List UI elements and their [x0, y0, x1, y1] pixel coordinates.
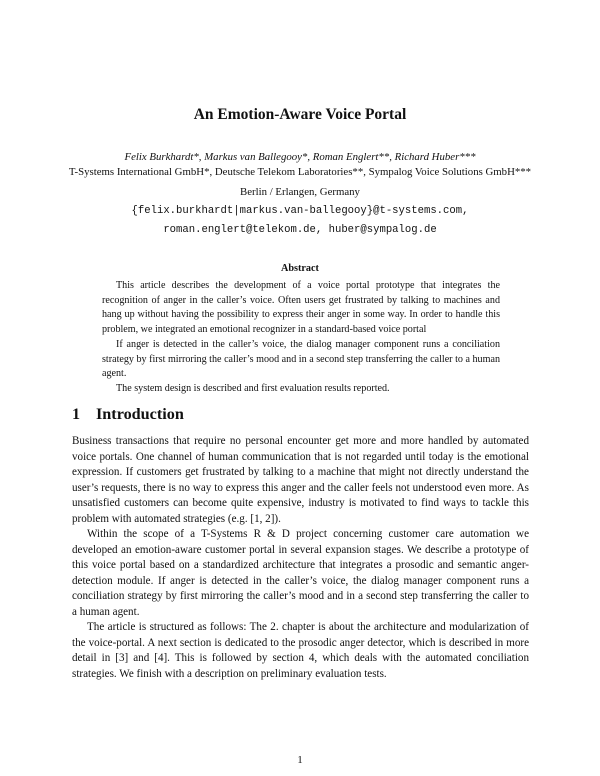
body-paragraph: Within the scope of a T-Systems R & D project concerning customer care automation we developed an emotion-aware customer portal in several expansion stages. We describe a prototype of this voice portal based on a standardized architecture that integrates a prosodic and semantic anger-detection module. If anger is detected in the caller’s voice, the dialog manager component runs a conciliation strategy by first mirroring the caller’s mood and in a second step transferring the caller to a human agent.: [72, 528, 529, 618]
abstract-paragraph: If anger is detected in the caller’s voice, the dialog manager component runs a conciliation strategy by first mirroring the caller’s mood and in a second step transferring the caller to a human agent.: [102, 338, 500, 380]
section-body: [72, 434, 529, 682]
abstract-paragraph: This article describes the development of a voice portal prototype that integrates the recognition of anger in the caller’s voice. Often users get frustrated by talking to machines and hang up without having the possibility to express their anger in some way. In order to handle this problem, we integrated an emotional recognizer in a standard-based voice portal: [102, 280, 500, 336]
section-heading: [72, 405, 184, 424]
section-title: Introduction: [96, 405, 184, 423]
affiliations: T-Systems International GmbH*, Deutsche Telekom Laboratories**, Sympalog Voice Solutions GmbH***: [68, 166, 532, 178]
author-list: Felix Burkhardt*, Markus van Ballegooy*, Roman Englert**, Richard Huber***: [124, 151, 476, 163]
body-paragraph: Business transactions that require no personal encounter get more and more handled by automated voice portals. One channel of human communication that is not regarded until today is the emotional expression. If customers get frustrated by talking to a machine that might not directly understand the user’s requests, there is no way to express this anger and the caller feels not understood even more. As unsatisfied customers can become quite expensive, industry is motivated to find ways to tackle this problem with automated strategies (e.g. [1, 2]).: [72, 435, 529, 525]
email-line-2: roman.englert@telekom.de, huber@sympalog.de: [163, 224, 437, 236]
body-paragraph: The article is structured as follows: The 2. chapter is about the architecture and modularization of the voice-portal. A next section is dedicated to the prosodic anger detector, which is described in more detail in [3] and [4]. This is followed by section 4, which deals with the automated conciliation strategies. We finish with a description on preliminary evaluation tests.: [72, 621, 529, 680]
abstract: [102, 279, 500, 397]
section-number: 1: [72, 405, 81, 423]
location: Berlin / Erlangen, Germany: [240, 186, 360, 198]
abstract-paragraph: The system design is described and first evaluation results reported.: [116, 382, 390, 394]
abstract-heading: Abstract: [281, 263, 319, 274]
email-line-1: {felix.burkhardt|markus.van-ballegooy}@t-systems.com,: [131, 205, 469, 217]
page-number: 1: [297, 754, 303, 766]
paper-title: An Emotion-Aware Voice Portal: [193, 106, 407, 123]
